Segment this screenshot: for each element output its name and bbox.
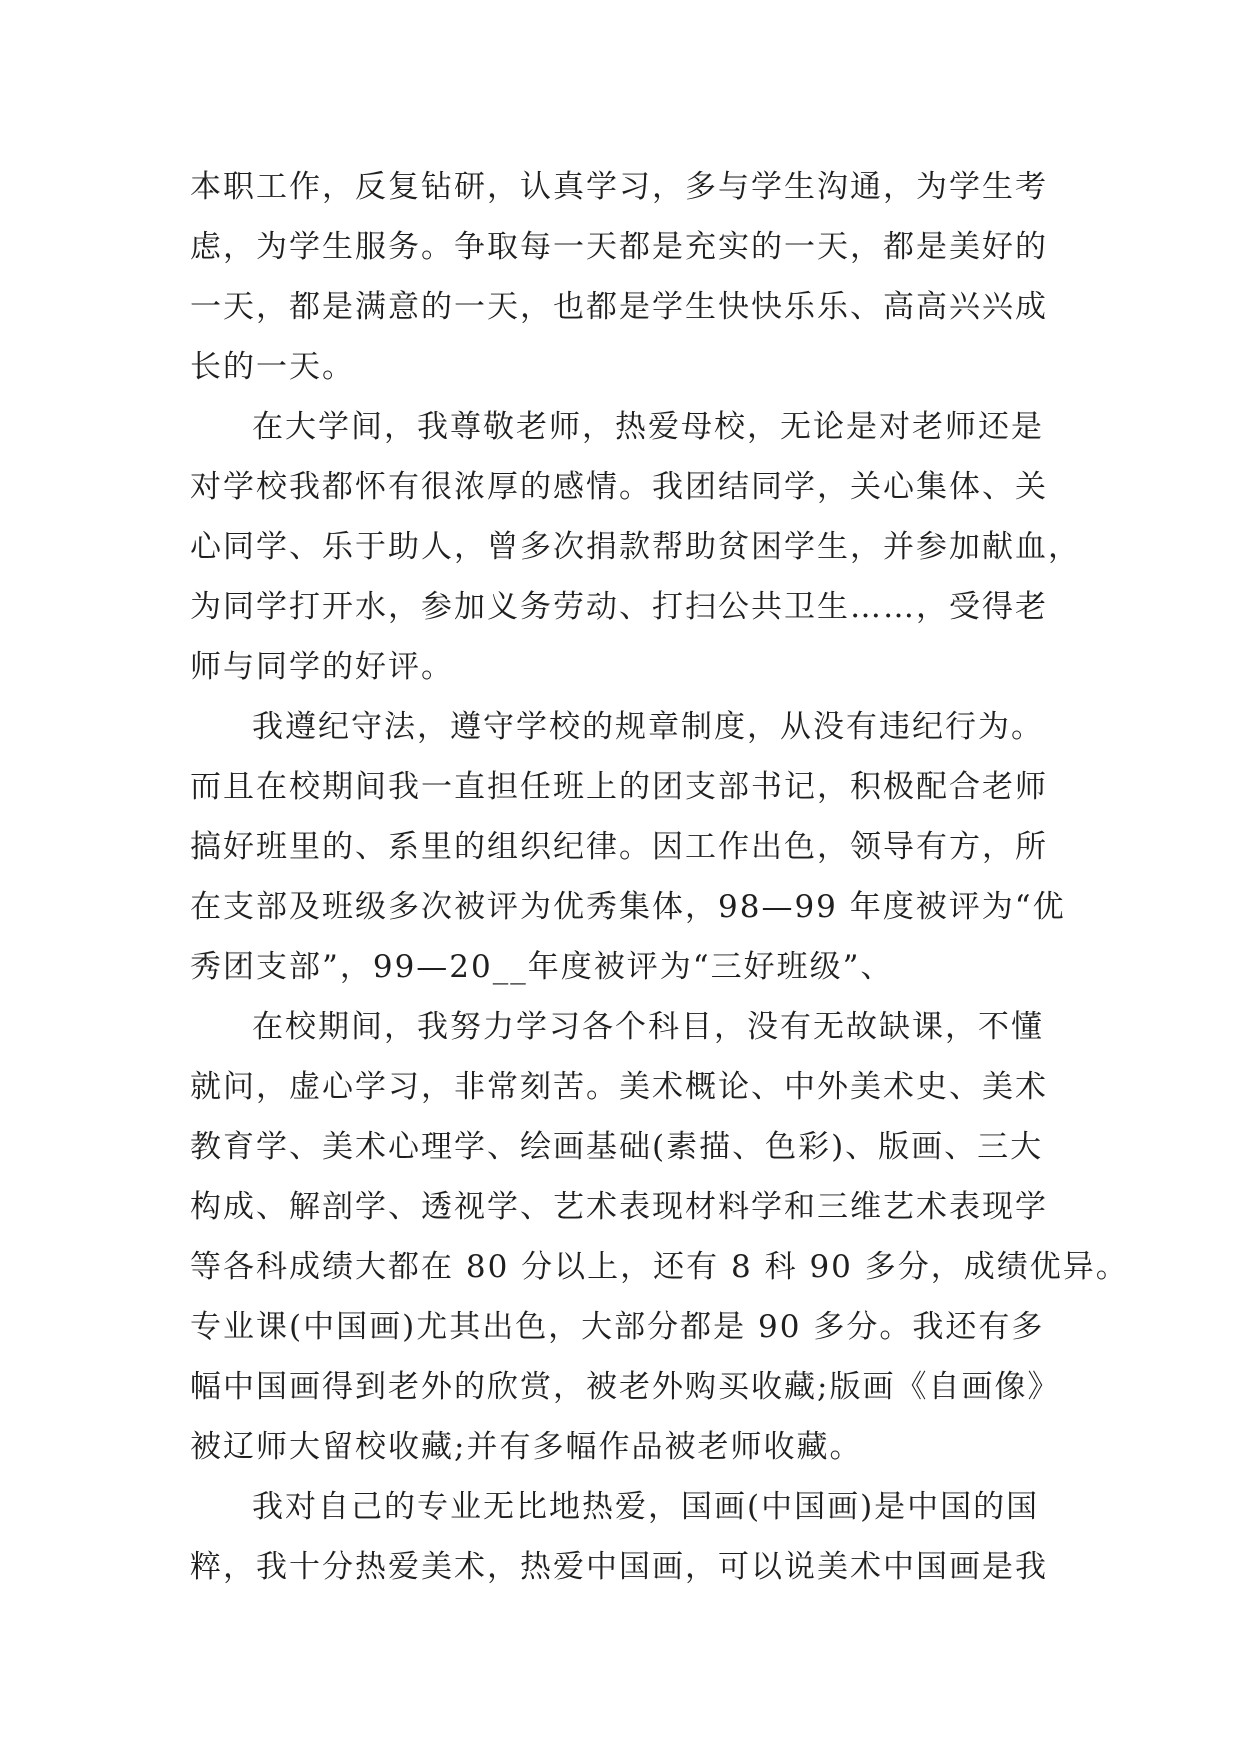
paragraph-3	[190, 697, 1066, 997]
text-line: 心同学、乐于助人，曾多次捐款帮助贫困学生，并参加献血，	[190, 529, 1081, 565]
paragraph-1	[190, 157, 1050, 397]
text-line: 师与同学的好评。	[190, 649, 454, 685]
text-line: 在大学间，我尊敬老师，热爱母校，无论是对老师还是	[252, 409, 1044, 445]
text-line: 在支部及班级多次被评为优秀集体，98—99 年度被评为“优	[190, 889, 1066, 925]
text-line: 等各科成绩大都在 80 分以上，还有 8 科 90 多分，成绩优异。	[190, 1249, 1129, 1285]
text-line: 搞好班里的、系里的组织纪律。因工作出色，领导有方，所	[190, 829, 1048, 865]
text-line: 对学校我都怀有很浓厚的感情。我团结同学，关心集体、关	[190, 469, 1048, 505]
text-line: 我对自己的专业无比地热爱，国画(中国画)是中国的国	[252, 1489, 1040, 1525]
document-body	[190, 157, 1129, 1597]
text-line: 长的一天。	[190, 349, 355, 385]
text-line: 被辽师大留校收藏;并有多幅作品被老师收藏。	[190, 1429, 863, 1465]
text-line: 本职工作，反复钻研，认真学习，多与学生沟通，为学生考	[190, 169, 1048, 205]
text-line: 我遵纪守法，遵守学校的规章制度，从没有违纪行为。	[252, 709, 1044, 745]
text-line: 幅中国画得到老外的欣赏，被老外购买收藏;版画《自画像》	[190, 1369, 1061, 1405]
text-line: 在校期间，我努力学习各个科目，没有无故缺课，不懂	[252, 1009, 1044, 1045]
text-line: 虑，为学生服务。争取每一天都是充实的一天，都是美好的	[190, 229, 1048, 265]
paragraph-4	[190, 997, 1129, 1477]
text-line: 教育学、美术心理学、绘画基础(素描、色彩)、版画、三大	[190, 1129, 1044, 1165]
paragraph-2	[190, 397, 1081, 697]
text-line: 构成、解剖学、透视学、艺术表现材料学和三维艺术表现学	[190, 1189, 1048, 1225]
text-line: 秀团支部”，99—20__年度被评为“三好班级”、	[190, 949, 894, 985]
text-line: 为同学打开水，参加义务劳动、打扫公共卫生……，受得老	[190, 589, 1048, 625]
text-line: 一天，都是满意的一天，也都是学生快快乐乐、高高兴兴成	[190, 289, 1048, 325]
text-line: 粹，我十分热爱美术，热爱中国画，可以说美术中国画是我	[190, 1549, 1048, 1585]
paragraph-5	[190, 1477, 1050, 1597]
text-line: 而且在校期间我一直担任班上的团支部书记，积极配合老师	[190, 769, 1048, 805]
text-line: 就问，虚心学习，非常刻苦。美术概论、中外美术史、美术	[190, 1069, 1048, 1105]
text-line: 专业课(中国画)尤其出色，大部分都是 90 多分。我还有多	[190, 1309, 1045, 1345]
